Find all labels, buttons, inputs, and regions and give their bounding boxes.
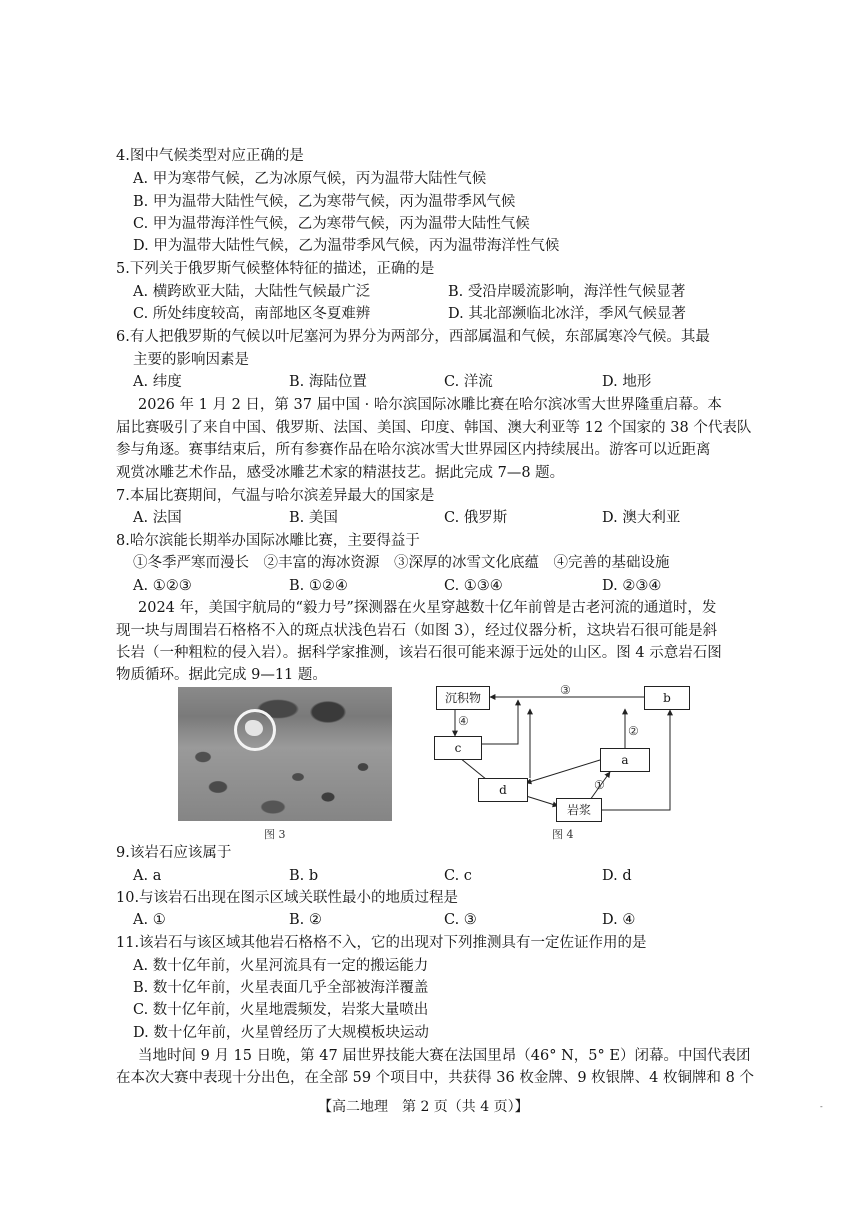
q8-items: ①冬季严寒而漫长 ②丰富的海冰资源 ③深厚的冰雪文化底蕴 ④完善的基础设施 (133, 555, 670, 571)
q4-stem: 4.图中气候类型对应正确的是 (116, 148, 304, 164)
q7-option-c: C. 俄罗斯 (444, 510, 508, 526)
q9-option-b: B. b (289, 868, 319, 884)
passage2-line1: 2024 年，美国宇航局的“毅力号”探测器在火星穿越数十亿年前曾是古老河流的通道时，发 (138, 600, 717, 616)
q8-stem: 8.哈尔滨能长期举办国际冰雕比赛，主要得益于 (116, 533, 420, 549)
node-b: b (644, 686, 690, 710)
q11-stem: 11.该岩石与该区域其他岩石格格不入，它的出现对下列推测具有一定佐证作用的是 (116, 935, 647, 951)
node-sediment: 沉积物 (436, 686, 490, 710)
passage3-line1: 当地时间 9 月 15 日晚，第 47 届世界技能大赛在法国里昂（46° N，5° E）闭幕。中国代表团 (138, 1048, 751, 1064)
q11-option-b: B. 数十亿年前，火星表面几乎全部被海洋覆盖 (133, 980, 429, 996)
passage1-line4: 观赏冰雕艺术作品，感受冰雕艺术家的精湛技艺。据此完成 7—8 题。 (116, 465, 565, 481)
node-d: d (478, 778, 528, 802)
q6-option-a: A. 纬度 (133, 374, 182, 390)
q6-stem-line1: 6.有人把俄罗斯的气候以叶尼塞河为界分为两部分，西部属温和气候，东部属寒冷气候。其最 (116, 329, 710, 345)
q6-option-b: B. 海陆位置 (289, 374, 367, 390)
q9-option-c: C. c (444, 868, 472, 884)
q8-option-b: B. ①②④ (289, 578, 348, 594)
q7-stem: 7.本届比赛期间，气温与哈尔滨差异最大的国家是 (116, 488, 435, 504)
passage3-line2: 在本次大赛中表现十分出色，在全部 59 个项目中，共获得 36 枚金牌、9 枚银牌、4 枚铜牌和 8 个 (116, 1070, 754, 1086)
q10-option-b: B. ② (289, 912, 322, 928)
q9-option-a: A. a (133, 868, 162, 884)
page-footer: 【高二地理 第 2 页（共 4 页）】 (318, 1099, 529, 1115)
fig3-caption: 图 3 (264, 828, 286, 841)
q4-option-a: A. 甲为寒带气候，乙为冰原气候，丙为温带大陆性气候 (133, 171, 487, 187)
q4-option-c: C. 甲为温带海洋性气候，乙为寒带气候，丙为温带大陆性气候 (133, 216, 530, 232)
node-c: c (434, 736, 482, 760)
rock-cycle-diagram (430, 680, 700, 830)
q10-option-d: D. ④ (602, 912, 636, 928)
footer-mark: - (820, 1102, 823, 1111)
q5-option-d: D. 其北部濒临北冰洋，季风气候显著 (448, 306, 686, 322)
fig4-caption: 图 4 (552, 828, 574, 841)
mars-rock-photo (178, 687, 392, 821)
passage1-line2: 届比赛吸引了来自中国、俄罗斯、法国、美国、印度、韩国、澳大利亚等 12 个国家的 38 个代表队 (116, 420, 752, 436)
node-magma: 岩浆 (556, 798, 602, 822)
q8-option-c: C. ①③④ (444, 578, 503, 594)
q10-option-c: C. ③ (444, 912, 477, 928)
q10-stem: 10.与该岩石出现在图示区域关联性最小的地质过程是 (116, 890, 459, 906)
q11-option-d: D. 数十亿年前，火星曾经历了大规模板块运动 (133, 1025, 429, 1041)
arrow-label-4: ④ (458, 714, 469, 728)
q7-option-a: A. 法国 (133, 510, 182, 526)
q6-stem-line2: 主要的影响因素是 (133, 352, 249, 368)
q9-option-d: D. d (602, 868, 632, 884)
q8-option-d: D. ②③④ (602, 578, 662, 594)
passage1-line3: 参与角逐。赛事结束后，所有参赛作品在哈尔滨冰雪大世界园区内持续展出。游客可以近距离 (116, 442, 711, 458)
passage2-line4: 物质循环。据此完成 9—11 题。 (116, 667, 327, 683)
arrow-label-3: ③ (560, 683, 571, 697)
q11-option-c: C. 数十亿年前，火星地震频发，岩浆大量喷出 (133, 1002, 429, 1018)
q7-option-b: B. 美国 (289, 510, 338, 526)
q5-stem: 5.下列关于俄罗斯气候整体特征的描述，正确的是 (116, 261, 435, 277)
passage2-line2: 现一块与周围岩石格格不入的斑点状浅色岩石（如图 3），经过仪器分析，这块岩石很可能是斜 (116, 623, 718, 639)
q9-stem: 9.该岩石应该属于 (116, 845, 232, 861)
arrow-label-2: ② (628, 724, 639, 738)
q6-option-c: C. 洋流 (444, 374, 493, 390)
q7-option-d: D. 澳大利亚 (602, 510, 681, 526)
passage2-line3: 长岩（一种粗粒的侵入岩）。据科学家推测，该岩石很可能来源于远处的山区。图 4 示意岩石图 (116, 645, 722, 661)
q5-option-c: C. 所处纬度较高，南部地区冬夏难辨 (133, 306, 371, 322)
highlight-circle (234, 709, 276, 751)
q5-option-a: A. 横跨欧亚大陆，大陆性气候最广泛 (133, 284, 371, 300)
q8-option-a: A. ①②③ (133, 578, 192, 594)
q10-option-a: A. ① (133, 912, 166, 928)
node-a: a (600, 748, 650, 772)
q4-option-b: B. 甲为温带大陆性气候，乙为寒带气候，丙为温带季风气候 (133, 194, 516, 210)
q11-option-a: A. 数十亿年前，火星河流具有一定的搬运能力 (133, 958, 429, 974)
arrow-label-1: ① (594, 778, 605, 792)
passage1-line1: 2026 年 1 月 2 日，第 37 届中国 · 哈尔滨国际冰雕比赛在哈尔滨冰雪大世界隆重启幕。本 (138, 397, 722, 413)
q4-option-d: D. 甲为温带大陆性气候，乙为温带季风气候，丙为温带海洋性气候 (133, 238, 560, 254)
q5-option-b: B. 受沿岸暖流影响，海洋性气候显著 (448, 284, 686, 300)
q6-option-d: D. 地形 (602, 374, 652, 390)
